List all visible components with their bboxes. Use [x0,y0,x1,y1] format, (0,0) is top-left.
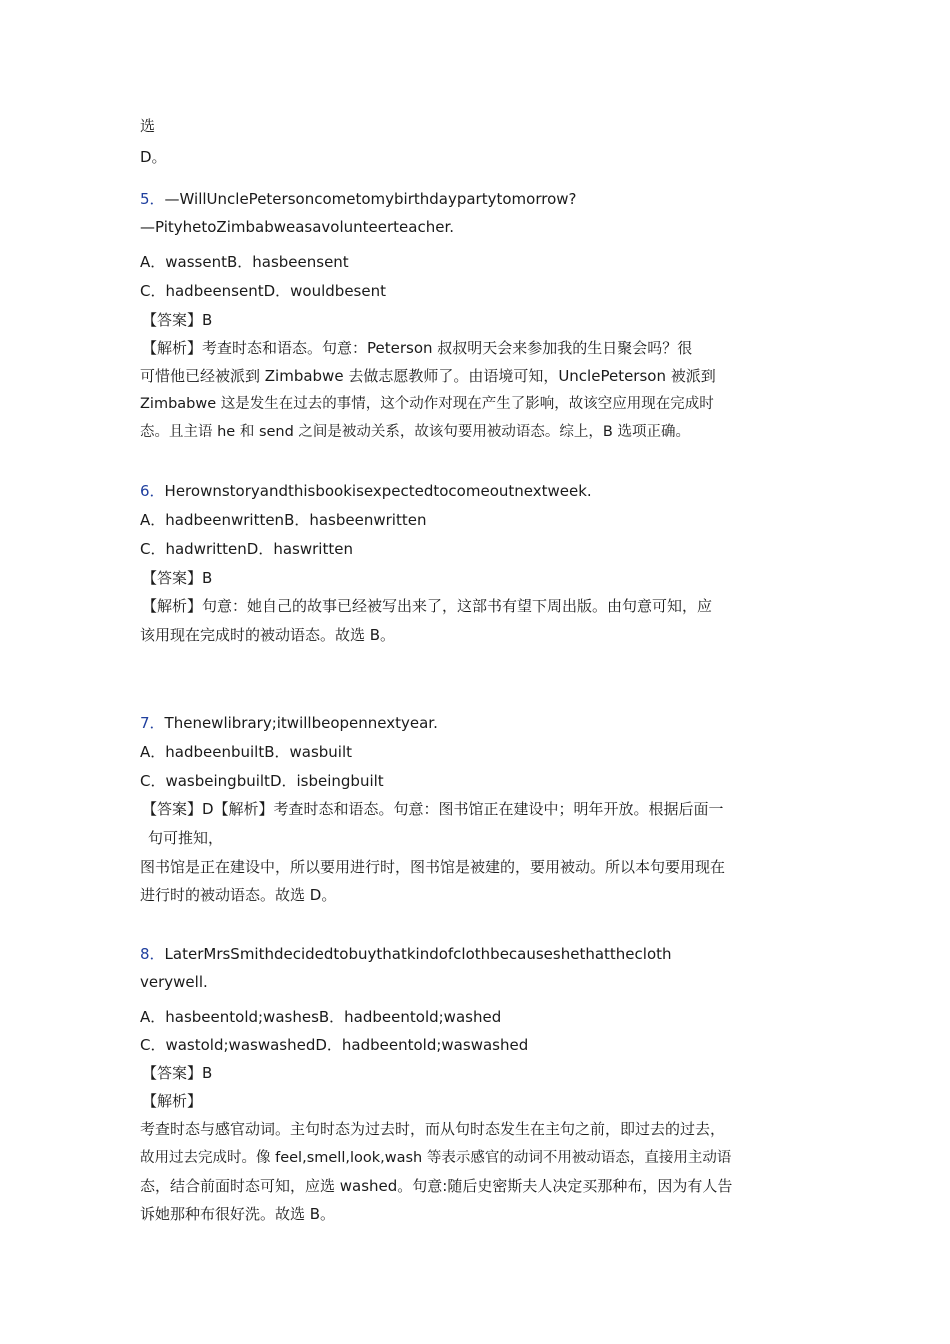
q7-number: 7． [140,714,165,732]
q5-options-ab: A．wassentB．hasbeensent [140,253,349,271]
q5-explanation-4: 态。且主语 he 和 send 之间是被动关系，故该句要用被动语态。综上，B 选项正确。 [140,424,690,440]
q7-options-cd: C．wasbeingbuiltD．isbeingbuilt [140,772,384,790]
q6-stem-line-1 [140,480,592,502]
q8-answer: 【答案】B [142,1064,213,1082]
q7-explanation-3: 图书馆是正在建设中，所以要用进行时，图书馆是被建的，要用被动。所以本句要用现在 [140,858,726,876]
q6-answer: 【答案】B [142,569,213,587]
q8-explanation-2: 故用过去完成时。像 feel,smell,look,wash 等表示感官的动词不用被动语态，直接用主动语 [140,1150,732,1166]
q5-explanation-3: Zimbabwe 这是发生在过去的事情，这个动作对现在产生了影响，故该空应用现在完成时 [140,396,714,412]
q5-stem-text: —WillUnclePetersoncometomybirthdaypartytomorrow? [164,190,577,208]
top-line-1: 选 [140,117,156,135]
q7-stem-text: Thenewlibrary;itwillbeopennextyear. [164,714,438,732]
q8-number: 8． [140,945,165,963]
q6-stem-text: Herownstoryandthisbookisexpectedtocomeoutnextweek. [164,482,592,500]
q5-explanation-2: 可惜他已经被派到 Zimbabwe 去做志愿教师了。由语境可知，UnclePeterson 被派到 [140,367,716,385]
q5-number: 5． [140,190,165,208]
q6-options-cd: C．hadwrittenD．haswritten [140,540,353,558]
q7-stem-line-1 [140,712,438,734]
q7-answer-explanation-1: 【答案】D【解析】考查时态和语态。句意：图书馆正在建设中；明年开放。根据后面一 [142,800,724,818]
q8-stem-text: LaterMrsSmithdecidedtobuythatkindofclothbecauseshethatthecloth [164,945,672,963]
q8-stem-line-1 [140,943,672,965]
q6-explanation-2: 该用现在完成时的被动语态。故选 B。 [140,626,396,644]
q8-explanation-3: 态，结合前面时态可知，应选 washed。句意:随后史密斯夫人决定买那种布，因为有人告 [140,1177,733,1195]
q6-explanation-1: 【解析】句意：她自己的故事已经被写出来了，这部书有望下周出版。由句意可知，应 [142,597,713,615]
q7-options-ab: A．hadbeenbuiltB．wasbuilt [140,743,353,761]
q8-options-cd: C．wastold;waswashedD．hadbeentold;waswashed [140,1036,529,1054]
q5-explanation-1: 【解析】考查时态和语态。句意：Peterson 叔叔明天会来参加我的生日聚会吗？很 [142,339,693,357]
q5-stem-line-2: —PityhetoZimbabweasavolunteerteacher. [140,218,455,236]
q8-stem-line-2: verywell. [140,973,208,991]
q5-stem-line-1 [140,188,576,210]
q8-explanation-4: 诉她那种布很好洗。故选 B。 [140,1205,336,1223]
q6-number: 6． [140,482,165,500]
top-line-2: D。 [140,148,167,166]
q5-options-cd: C．hadbeensentD．wouldbesent [140,282,386,300]
q5-answer: 【答案】B [142,311,213,329]
q7-explanation-2: 句可推知， [148,829,224,847]
q7-explanation-4: 进行时的被动语态。故选 D。 [140,886,337,904]
q8-explanation-1: 考查时态与感官动词。主句时态为过去时，而从句时态发生在主句之前，即过去的过去， [140,1120,726,1138]
q8-explanation-heading: 【解析】 [142,1092,203,1110]
q8-options-ab: A．hasbeentold;washesB．hadbeentold;washed [140,1008,502,1026]
q6-options-ab: A．hadbeenwrittenB．hasbeenwritten [140,511,427,529]
